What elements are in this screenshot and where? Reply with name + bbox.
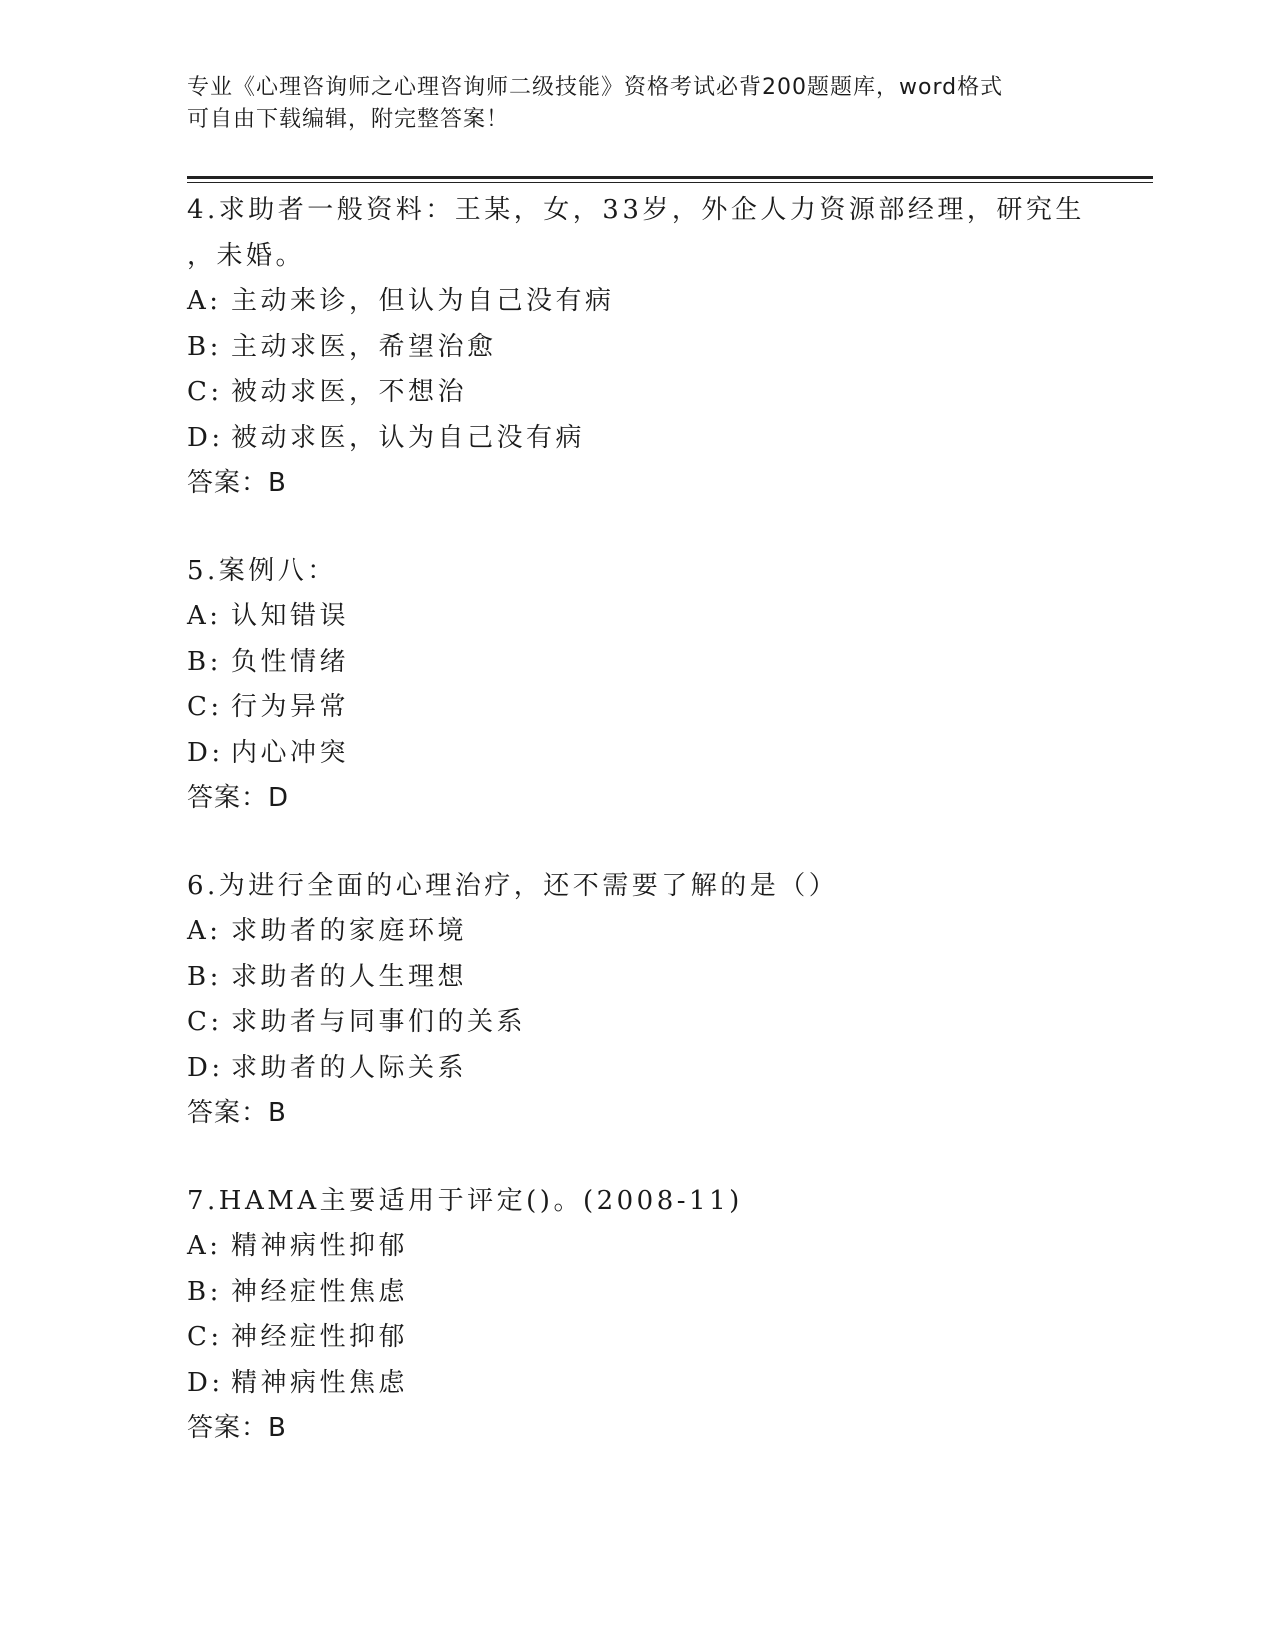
option-text: 认知错误 bbox=[231, 601, 350, 631]
answer-option bbox=[187, 731, 1153, 777]
answer-option bbox=[187, 279, 1153, 325]
question-block bbox=[187, 549, 1153, 822]
option-text: 主动求医，希望治愈 bbox=[231, 331, 497, 362]
answer-option bbox=[187, 594, 1153, 640]
option-label: C: bbox=[187, 692, 223, 722]
question-stem: 7.HAMA主要适用于评定()。(2008-11) bbox=[187, 1185, 743, 1216]
option-label: D: bbox=[187, 1367, 224, 1398]
option-text: 求助者与同事们的关系 bbox=[231, 1007, 527, 1037]
option-text: 神经症性焦虑 bbox=[231, 1276, 409, 1307]
option-text: 求助者的家庭环境 bbox=[231, 916, 468, 946]
option-text: 内心冲突 bbox=[231, 737, 350, 768]
question-stem: ，未婚。 bbox=[187, 240, 306, 271]
option-text: 主动来诊，但认为自己没有病 bbox=[231, 286, 615, 316]
answer-option bbox=[187, 325, 1153, 371]
question-list bbox=[187, 188, 1153, 1494]
option-label: B: bbox=[187, 961, 222, 992]
option-label: A: bbox=[187, 601, 222, 631]
option-text: 被动求医，认为自己没有病 bbox=[231, 422, 586, 453]
answer-key: 答案：B bbox=[187, 468, 287, 498]
option-label: C: bbox=[187, 377, 223, 407]
option-label: C: bbox=[187, 1322, 223, 1352]
answer-option bbox=[187, 1361, 1153, 1407]
answer-option bbox=[187, 1000, 1153, 1046]
answer-option bbox=[187, 370, 1153, 416]
answer-key: 答案：D bbox=[187, 783, 290, 813]
option-text: 求助者的人际关系 bbox=[231, 1052, 468, 1083]
option-label: C: bbox=[187, 1007, 223, 1037]
answer-key: 答案：B bbox=[187, 1413, 287, 1443]
answer-option bbox=[187, 416, 1153, 462]
header-divider-thin bbox=[187, 182, 1153, 183]
question-stem: 5.案例八： bbox=[187, 555, 337, 586]
option-text: 精神病性抑郁 bbox=[231, 1231, 409, 1261]
answer-key: 答案：B bbox=[187, 1098, 287, 1128]
option-label: A: bbox=[187, 286, 222, 316]
question-block bbox=[187, 188, 1153, 507]
header-divider-thick bbox=[187, 176, 1153, 179]
option-text: 神经症性抑郁 bbox=[231, 1322, 409, 1352]
answer-option bbox=[187, 1046, 1153, 1092]
question-stem: 4.求助者一般资料：王某，女，33岁，外企人力资源部经理，研究生 bbox=[187, 195, 1085, 225]
option-label: D: bbox=[187, 422, 224, 453]
option-label: D: bbox=[187, 1052, 224, 1083]
answer-option bbox=[187, 1315, 1153, 1361]
document-header bbox=[187, 72, 1087, 136]
question-block bbox=[187, 864, 1153, 1137]
option-text: 求助者的人生理想 bbox=[231, 961, 468, 992]
answer-option bbox=[187, 1224, 1153, 1270]
answer-option bbox=[187, 1270, 1153, 1316]
question-stem: 6.为进行全面的心理治疗，还不需要了解的是（） bbox=[187, 870, 839, 901]
option-label: B: bbox=[187, 1276, 222, 1307]
option-label: B: bbox=[187, 646, 222, 677]
option-label: A: bbox=[187, 916, 222, 946]
option-text: 被动求医，不想治 bbox=[231, 377, 468, 407]
option-text: 行为异常 bbox=[231, 692, 350, 722]
answer-option bbox=[187, 685, 1153, 731]
option-text: 负性情绪 bbox=[231, 646, 350, 677]
option-label: D: bbox=[187, 737, 224, 768]
answer-option bbox=[187, 955, 1153, 1001]
answer-option bbox=[187, 909, 1153, 955]
option-label: A: bbox=[187, 1231, 222, 1261]
option-text: 精神病性焦虑 bbox=[231, 1367, 409, 1398]
answer-option bbox=[187, 640, 1153, 686]
question-block bbox=[187, 1179, 1153, 1452]
header-line-1: 专业《心理咨询师之心理咨询师二级技能》资格考试必背200题题库，word格式 bbox=[187, 75, 1004, 100]
header-line-2: 可自由下载编辑，附完整答案！ bbox=[187, 107, 510, 132]
option-label: B: bbox=[187, 331, 222, 362]
